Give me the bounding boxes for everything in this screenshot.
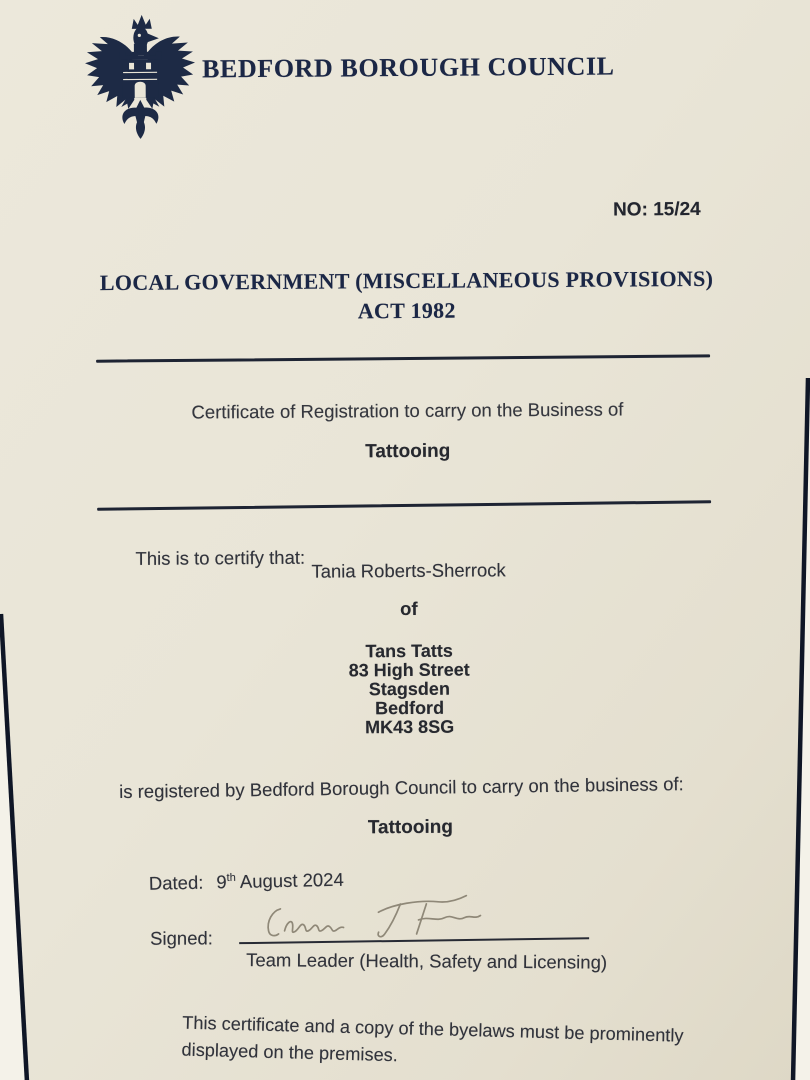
address-line-town: Bedford <box>374 697 445 719</box>
handwritten-signature <box>256 891 491 945</box>
crest-crown <box>132 15 152 29</box>
act-title-line2: ACT 1982 <box>357 297 456 324</box>
of-label: of <box>400 597 418 620</box>
date-ordinal: th <box>226 871 236 885</box>
dated-row <box>149 869 344 895</box>
crest-castle-door <box>135 82 146 98</box>
divider-rule-bottom <box>97 500 711 510</box>
council-name: BEDFORD BOROUGH COUNCIL <box>201 51 615 84</box>
divider-rule-top <box>96 354 710 362</box>
business-type: Tattooing <box>365 440 451 463</box>
holder-name: Tania Roberts-Sherrock <box>311 559 506 582</box>
date-day: 9 <box>216 871 227 893</box>
date-month-year: August 2024 <box>239 868 344 892</box>
crest-eagle-eye <box>138 34 141 37</box>
date-value <box>216 869 344 893</box>
dated-label: Dated: <box>148 871 204 894</box>
address-line-business: Tans Tatts <box>365 640 453 662</box>
footer-note-line1: This certificate and a copy of the byelaws must be prominently <box>182 1012 684 1046</box>
crest-eagle-beak <box>146 33 159 43</box>
address-line-postcode: MK43 8SG <box>365 716 455 738</box>
signed-label: Signed: <box>150 927 213 949</box>
business-address <box>4 639 810 740</box>
footer-note-line2: displayed on the premises. <box>181 1039 399 1065</box>
footer-note <box>181 1010 684 1076</box>
business-type-confirmation: Tattooing <box>367 816 453 839</box>
address-line-village: Stagsden <box>368 678 450 700</box>
address-line-street: 83 High Street <box>348 659 470 681</box>
act-title <box>1 263 810 329</box>
registration-statement: Certificate of Registration to carry on the Business of <box>191 398 624 423</box>
registered-statement: is registered by Bedford Borough Council to carry on the business of: <box>119 773 684 803</box>
certify-label: This is to certify that: <box>135 546 306 569</box>
council-crest-eagle-icon <box>82 13 199 140</box>
act-title-line1: LOCAL GOVERNMENT (MISCELLANEOUS PROVISIONS) <box>99 265 714 296</box>
signatory-title: Team Leader (Health, Safety and Licensing) <box>246 949 608 973</box>
certificate-number: NO: 15/24 <box>612 198 701 221</box>
